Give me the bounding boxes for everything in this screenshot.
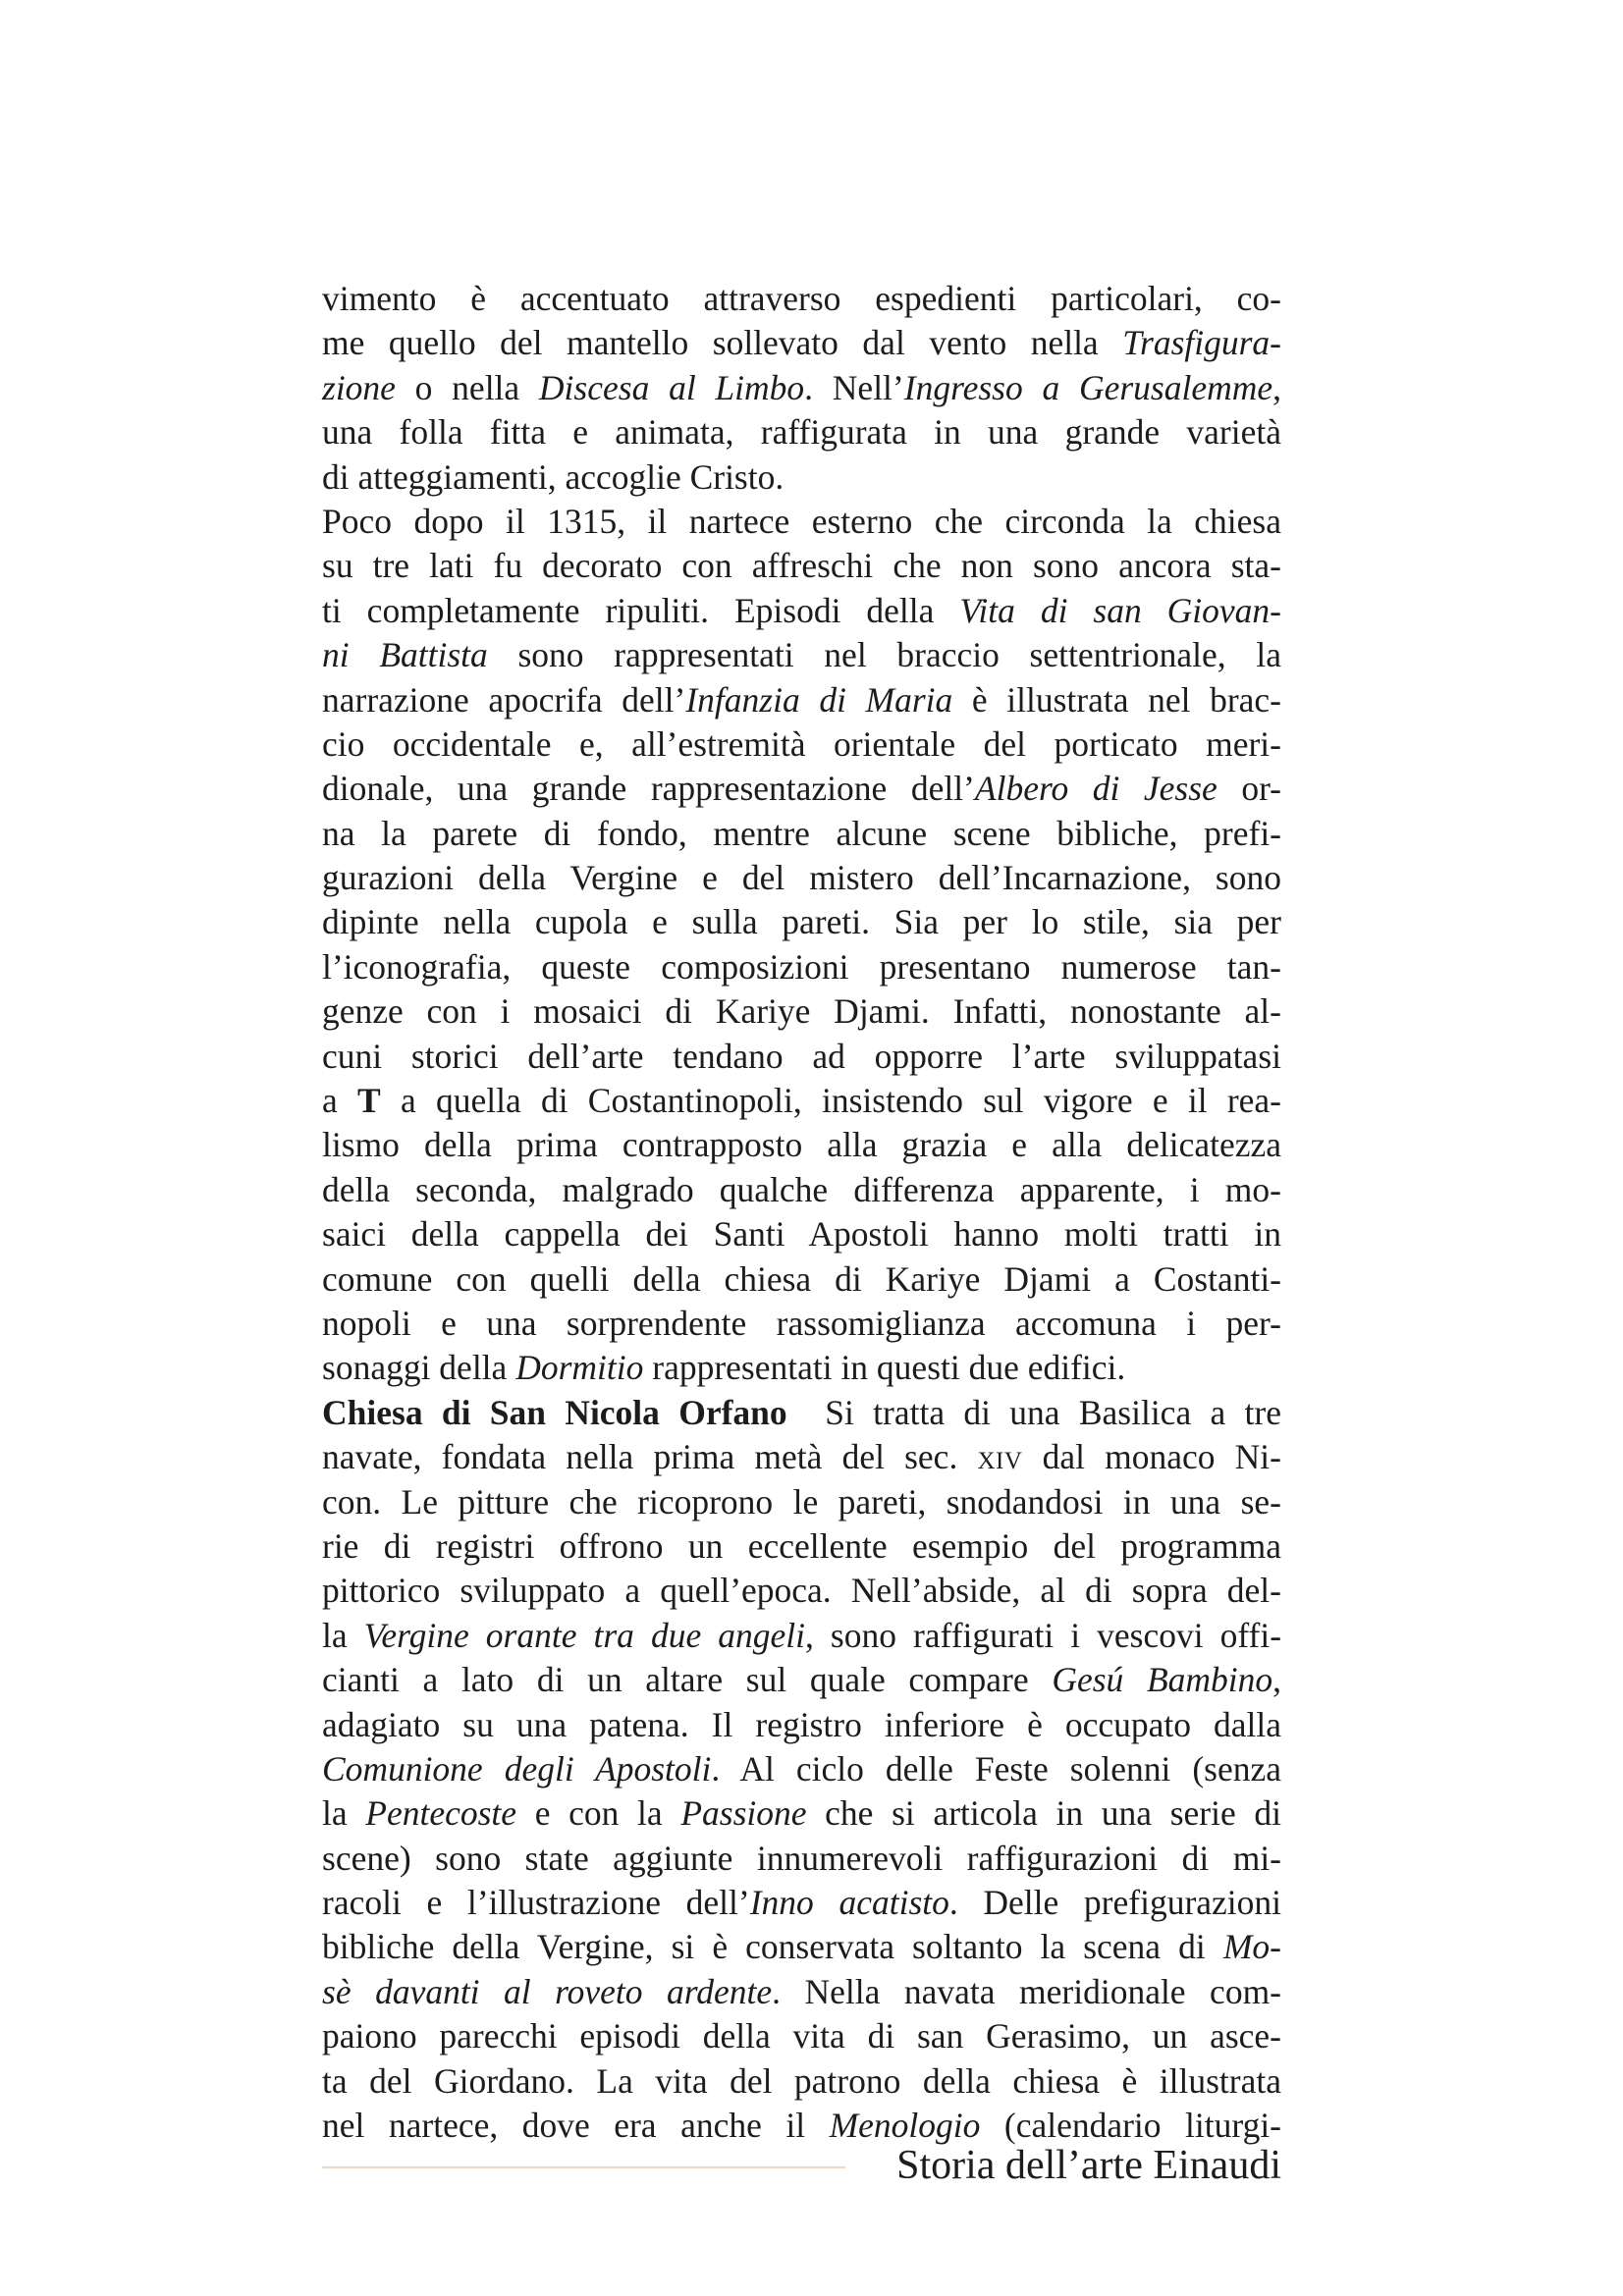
text-segment: . Al ciclo delle Feste solenni (senza xyxy=(711,1748,1281,1789)
text-line xyxy=(322,1168,1281,1212)
text-segment: dipinte nella cupola e sulla pareti. Sia per lo stile, sia per xyxy=(322,902,1281,942)
text-line xyxy=(322,277,1281,321)
text-segment: na la parete di fondo, mentre alcune scene bibliche, prefi- xyxy=(322,813,1281,853)
text-segment: Dormitio xyxy=(515,1348,644,1388)
text-segment: Comunione degli Apostoli xyxy=(322,1748,712,1789)
text-segment: lismo della prima contrapposto alla grazia e alla delicatezza xyxy=(322,1125,1281,1165)
text-segment: e con la xyxy=(516,1793,681,1834)
text-line xyxy=(322,410,1281,454)
text-segment: a quella di Costantinopoli, insistendo sul vigore e il rea- xyxy=(380,1081,1281,1121)
text-line xyxy=(322,1837,1281,1881)
text-segment: (calendario liturgi- xyxy=(980,2106,1281,2146)
text-segment: ti completamente ripuliti. Episodi della xyxy=(322,590,960,630)
text-line xyxy=(322,1391,1281,1435)
text-line xyxy=(322,1480,1281,1524)
text-line xyxy=(322,1257,1281,1302)
text-segment: è illustrata nel brac- xyxy=(952,679,1281,720)
text-line xyxy=(322,1703,1281,1747)
text-line xyxy=(322,767,1281,811)
text-line xyxy=(322,1925,1281,1969)
text-segment: racoli e l’illustrazione dell’ xyxy=(322,1883,750,1923)
text-line xyxy=(322,945,1281,989)
text-line xyxy=(322,500,1281,544)
text-line xyxy=(322,1035,1281,1079)
text-segment: , xyxy=(1272,1660,1281,1700)
text-line xyxy=(322,1970,1281,2014)
text-segment: nel nartece, dove era anche il xyxy=(322,2106,830,2146)
text-segment: cuni storici dell’arte tendano ad opporre l’arte sviluppatasi xyxy=(322,1036,1281,1076)
text-segment: di atteggiamenti, accoglie Cristo. xyxy=(322,456,784,497)
text-segment: a xyxy=(322,1081,358,1121)
text-segment: . Nella navata meridionale com- xyxy=(772,1971,1282,2011)
text-line xyxy=(322,455,1281,500)
text-segment: Passione xyxy=(680,1793,807,1834)
text-line xyxy=(322,1123,1281,1167)
text-line xyxy=(322,989,1281,1034)
text-line xyxy=(322,633,1281,677)
text-line xyxy=(322,2014,1281,2058)
text-segment: Infanzia di Maria xyxy=(685,679,953,720)
text-segment: una folla fitta e animata, raffigurata in una grande varietà xyxy=(322,412,1281,453)
text-segment: l’iconografia, queste composizioni presentano numerose tan- xyxy=(322,946,1281,987)
text-segment: su tre lati fu decorato con affreschi che non sono ancora sta- xyxy=(322,546,1281,586)
text-segment: dal monaco Ni- xyxy=(1022,1437,1281,1477)
text-segment: Mo- xyxy=(1222,1927,1281,1967)
text-segment: ta del Giordano. La vita del patrono della chiesa è illustrata xyxy=(322,2060,1281,2101)
text-segment: nopoli e una sorprendente rassomiglianza accomuna i per- xyxy=(322,1303,1281,1343)
text-segment: sonaggi della xyxy=(322,1348,516,1388)
text-line xyxy=(322,1435,1281,1479)
text-segment: Si tratta di una Basilica a tre xyxy=(786,1392,1281,1432)
text-segment: sè davanti al roveto ardente xyxy=(322,1971,773,2011)
text-segment: ni Battista xyxy=(322,635,488,675)
text-segment: , sono raffigurati i vescovi offi- xyxy=(804,1615,1282,1655)
text-segment: scene) sono state aggiunte innumerevoli raffigurazioni di mi- xyxy=(322,1838,1281,1878)
footer-title: Storia dell’arte Einaudi xyxy=(896,2143,1281,2188)
text-segment: zione xyxy=(322,367,396,407)
text-segment: . Nell’ xyxy=(804,367,904,407)
text-segment: cio occidentale e, all’estremità orientale del porticato meri- xyxy=(322,723,1281,764)
text-segment: Poco dopo il 1315, il nartece esterno che circonda la chiesa xyxy=(322,501,1281,541)
text-segment: la xyxy=(322,1793,366,1834)
text-segment: sono rappresentati nel braccio settentrionale, la xyxy=(487,635,1281,675)
text-segment: or- xyxy=(1217,769,1281,809)
footer-rule xyxy=(322,2166,845,2168)
text-line xyxy=(322,1212,1281,1256)
text-line xyxy=(322,678,1281,722)
text-segment: gurazioni della Vergine e del mistero dell’Incarnazione, sono xyxy=(322,858,1281,898)
text-segment: dionale, una grande rappresentazione dell’ xyxy=(322,769,975,809)
body-text xyxy=(322,277,1281,2148)
text-segment: comune con quelli della chiesa di Kariye Djami a Costanti- xyxy=(322,1258,1281,1299)
text-line xyxy=(322,1747,1281,1791)
text-segment: vimento è accentuato attraverso espedienti particolari, co- xyxy=(322,279,1281,318)
text-segment: adagiato su una patena. Il registro inferiore è occupato dalla xyxy=(322,1704,1281,1744)
text-line xyxy=(322,722,1281,767)
text-segment: Vergine orante tra due angeli xyxy=(363,1615,805,1655)
text-segment: , xyxy=(1272,367,1282,407)
text-line xyxy=(322,1302,1281,1346)
text-line xyxy=(322,1614,1281,1658)
text-segment: me quello del mantello sollevato dal vento nella xyxy=(322,323,1123,363)
text-line xyxy=(322,589,1281,633)
text-segment: Albero di Jesse xyxy=(974,769,1217,809)
text-segment: genze con i mosaici di Kariye Djami. Infatti, nonostante al- xyxy=(322,991,1281,1032)
text-segment: con. Le pitture che ricoprono le pareti, snodandosi in una se- xyxy=(322,1481,1281,1522)
text-segment: Ingresso a Gerusalemme xyxy=(903,367,1273,407)
text-line xyxy=(322,856,1281,900)
text-line xyxy=(322,1658,1281,1702)
text-line xyxy=(322,366,1281,410)
text-line xyxy=(322,544,1281,588)
text-segment: saici della cappella dei Santi Apostoli hanno molti tratti in xyxy=(322,1214,1281,1255)
text-segment: Discesa al Limbo xyxy=(538,367,805,407)
text-line xyxy=(322,2059,1281,2104)
text-segment: pittorico sviluppato a quell’epoca. Nell’abside, al di sopra del- xyxy=(322,1571,1281,1611)
text-line xyxy=(322,1346,1281,1390)
text-segment: o nella xyxy=(395,367,539,407)
text-line xyxy=(322,1791,1281,1836)
text-line xyxy=(322,1569,1281,1613)
text-line xyxy=(322,1881,1281,1925)
text-segment: della seconda, malgrado qualche differenza apparente, i mo- xyxy=(322,1169,1281,1209)
text-line xyxy=(322,321,1281,365)
text-segment: Gesú Bambino xyxy=(1052,1660,1273,1700)
text-segment: Chiesa di San Nicola Orfano xyxy=(322,1392,787,1432)
text-segment: navate, fondata nella prima metà del sec. xyxy=(322,1437,978,1477)
text-segment: Menologio xyxy=(829,2106,981,2146)
text-segment: rappresentati in questi due edifici. xyxy=(643,1348,1126,1388)
text-segment: Vita di san Giovan- xyxy=(959,590,1281,630)
text-segment: . Delle prefigurazioni xyxy=(948,1883,1282,1923)
text-line xyxy=(322,900,1281,944)
text-segment: Inno acatisto xyxy=(749,1883,949,1923)
text-segment: T xyxy=(357,1081,381,1121)
text-line xyxy=(322,812,1281,856)
text-segment: xiv xyxy=(977,1437,1023,1477)
text-segment: che si articola in una serie di xyxy=(806,1793,1281,1834)
text-segment: Trasfigura- xyxy=(1122,323,1281,363)
text-segment: la xyxy=(322,1615,364,1655)
text-segment: Pentecoste xyxy=(365,1793,517,1834)
text-segment: cianti a lato di un altare sul quale compare xyxy=(322,1660,1053,1700)
text-segment: paiono parecchi episodi della vita di san Gerasimo, un asce- xyxy=(322,2016,1281,2056)
text-segment: rie di registri offrono un eccellente esempio del programma xyxy=(322,1525,1281,1566)
text-line xyxy=(322,1079,1281,1123)
text-segment: bibliche della Vergine, si è conservata soltanto la scena di xyxy=(322,1927,1223,1967)
text-segment: narrazione apocrifa dell’ xyxy=(322,679,686,720)
text-line xyxy=(322,1524,1281,1569)
